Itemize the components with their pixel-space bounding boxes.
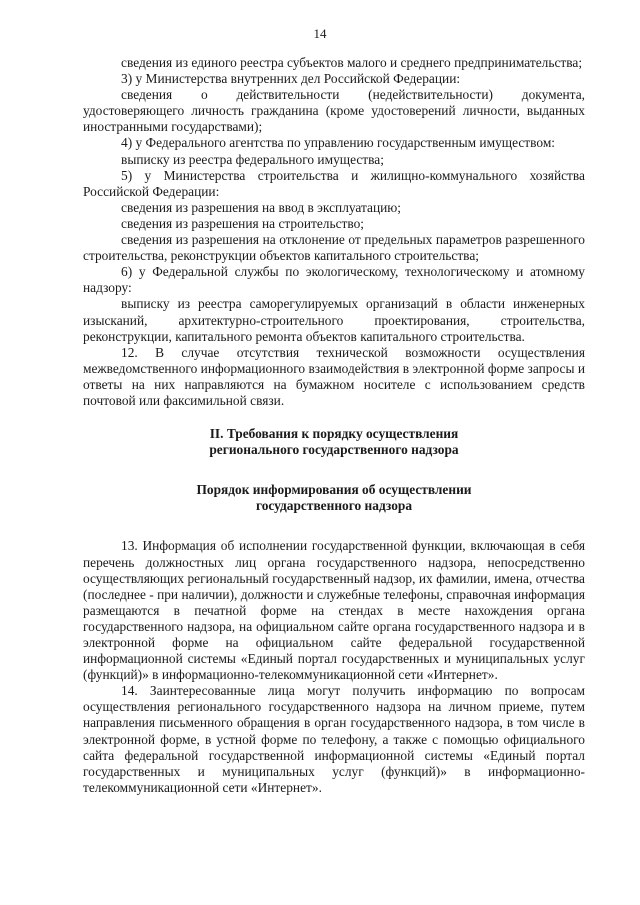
subsection-heading-line-1: Порядок информирования об осуществлении	[196, 482, 472, 498]
paragraph: сведения из разрешения на строительство;	[121, 215, 365, 231]
section-heading-line-2: регионального государственного надзора	[209, 442, 459, 458]
paragraph: сведения из разрешения на отклонение от предельных параметров разрешенного строительства, реконструкции объектов капитального строительства;	[83, 232, 585, 264]
paragraph: 5) у Министерства строительства и жилищно-коммунального хозяйства Российской Федерации:	[83, 167, 585, 199]
paragraph: 13. Информация об исполнении государственной функции, включающая в себя перечень должностных лиц органа государственного надзора, непосредственно осуществляющих региональный государственный надзор, их фамилии, имена, отчества (последнее - при наличии), должности и служебные телефоны, справочная информация размещаются в печатной форме на стендах в месте нахождения органа государственного надзора, на официальном сайте органа государственного надзора и в электронной форме на официальном сайте федеральной государственной информационной системы «Единый портал государственных и муниципальных услуг (функций)» в информационно-телекоммуникационной сети «Интернет».	[83, 538, 585, 683]
subsection-heading-line-2: государственного надзора	[255, 498, 413, 514]
paragraph: выписку из реестра саморегулируемых организаций в области инженерных изысканий, архитектурно-строительного проектирования, строительства, реконструкции, капитального ремонта объектов капитального строительства.	[83, 296, 585, 344]
page-number: 14	[313, 26, 327, 41]
document-body	[83, 55, 585, 796]
paragraph: сведения о действительности (недействительности) документа, удостоверяющего личность гражданина (кроме удостоверений личности, выданных иностранными государствами);	[83, 87, 585, 135]
section-heading-line-1: II. Требования к порядку осуществления	[209, 426, 459, 442]
paragraph: 3) у Министерства внутренних дел Российской Федерации:	[121, 71, 461, 87]
paragraph: 6) у Федеральной службы по экологическому, технологическому и атомному надзору:	[83, 264, 585, 296]
paragraph: 4) у Федерального агентства по управлению государственным имуществом:	[121, 135, 556, 151]
paragraph: сведения из разрешения на ввод в эксплуатацию;	[121, 199, 402, 215]
paragraph: выписку из реестра федерального имущества;	[121, 151, 384, 167]
paragraph: 12. В случае отсутствия технической возможности осуществления межведомственного информационного взаимодействия в электронной форме запросы и ответы на них направляются на бумажном носителе с использованием средств почтовой или факсимильной связи.	[83, 344, 585, 408]
paragraph: 14. Заинтересованные лица могут получить информацию по вопросам осуществления регионального государственного надзора на личном приеме, путем направления письменного обращения в орган государственного надзора, в том числе в электронной форме, в устной форме по телефону, а также с помощью официального сайта федеральной государственной информационной системы «Единый портал государственных и муниципальных услуг (функций)» в информационно-телекоммуникационной сети «Интернет».	[83, 683, 585, 795]
paragraph: сведения из единого реестра субъектов малого и среднего предпринимательства;	[121, 55, 583, 70]
